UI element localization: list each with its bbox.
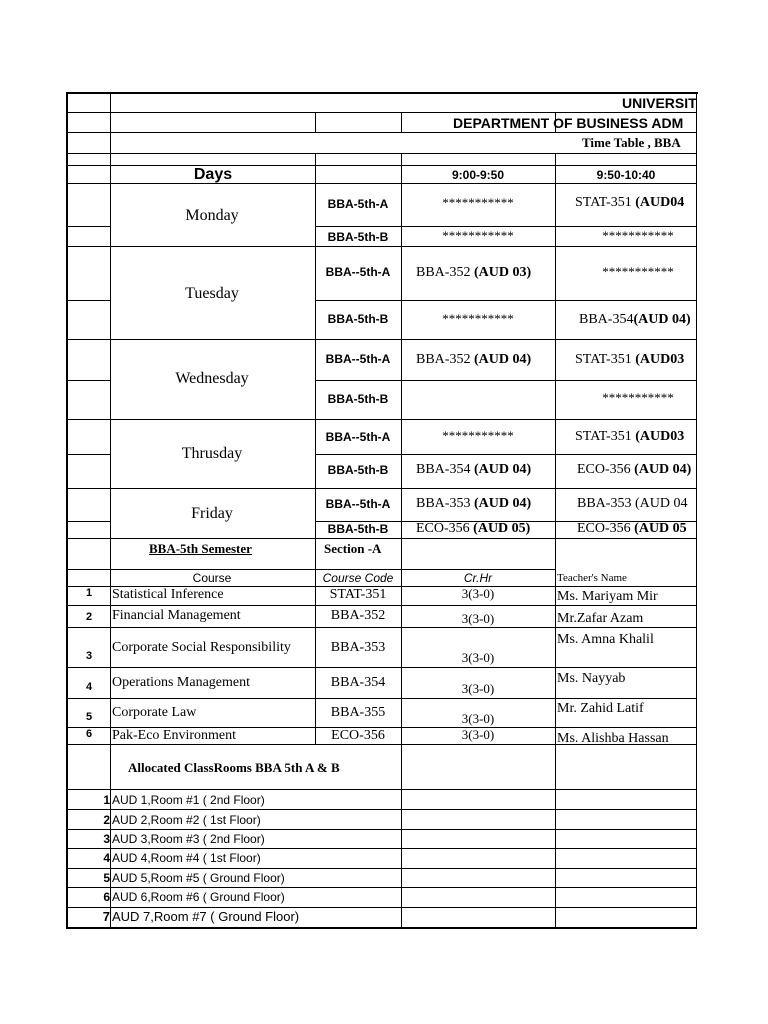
timetable-title: Time Table , BBA [582, 135, 681, 150]
grid-line [315, 153, 316, 744]
grid-line [67, 153, 697, 154]
course-crhr: 3(3-0) [461, 650, 495, 665]
teacher-name: Mr. Zahid Latif [557, 701, 644, 716]
grid-line [67, 246, 697, 247]
grid-line [67, 339, 697, 340]
course-col-header: Course [192, 571, 232, 585]
room-label: AUD 4,Room #4 ( 1st Floor) [112, 851, 261, 865]
teacher-name: Ms. Nayyab [557, 671, 626, 686]
grid-line [67, 112, 697, 113]
row-number: 1 [85, 587, 93, 599]
slot-cell: BBA-353 (AUD 04) [416, 496, 532, 511]
semester-title: BBA-5th Semester [149, 541, 252, 556]
row-number: 5 [85, 711, 93, 723]
grid-line [67, 698, 697, 699]
grid-line [555, 153, 556, 928]
sheet-border-top [66, 92, 698, 94]
slot-cell: STAT-351 (AUD04 [575, 195, 685, 210]
section-label: BBA-5th-B [327, 463, 389, 477]
course-crhr: 3(3-0) [461, 611, 495, 626]
course-code: STAT-351 [329, 587, 387, 602]
grid-line [67, 226, 111, 227]
slot-cell: *********** [442, 228, 514, 243]
grid-line [67, 848, 697, 849]
grid-line [67, 868, 697, 869]
section-label: BBA--5th-A [325, 497, 391, 511]
university-title: UNIVERSIT [622, 95, 697, 111]
teacher-col-header: Teacher's Name [557, 572, 627, 584]
teacher-name: Ms. Mariyam Mir [557, 589, 658, 604]
course-code: BBA-354 [330, 675, 386, 690]
sheet-border-right [696, 92, 697, 929]
room-number: 4 [103, 851, 110, 865]
course-crhr: 3(3-0) [461, 711, 495, 726]
grid-line [67, 789, 697, 790]
teacher-name: Ms. Amna Khalil [557, 632, 654, 647]
sheet-border-bottom [66, 927, 697, 929]
course-name: Corporate Social Responsibility [112, 640, 291, 655]
day-friday: Friday [191, 505, 233, 522]
grid-line [67, 380, 111, 381]
grid-line [67, 829, 697, 830]
slot-cell: BBA-352 (AUD 04) [416, 352, 532, 367]
course-name: Financial Management [112, 608, 241, 623]
room-number: 3 [103, 832, 110, 846]
slot-cell: *********** [602, 390, 674, 405]
slot-cell: *********** [602, 264, 674, 279]
section-label: BBA-5th-B [327, 230, 389, 244]
grid-line [67, 183, 697, 184]
row-number: 3 [85, 650, 93, 662]
course-crhr: 3(3-0) [461, 727, 495, 742]
slot-cell: BBA-353 (AUD 04 [577, 496, 688, 511]
slot-cell: *********** [602, 228, 674, 243]
room-label: AUD 5,Room #5 ( Ground Floor) [112, 871, 285, 885]
grid-line [67, 809, 697, 810]
room-label: AUD 3,Room #3 ( 2nd Floor) [112, 832, 265, 846]
slot-cell: BBA-354(AUD 04) [579, 312, 691, 327]
grid-line [315, 300, 697, 301]
course-code: BBA-352 [330, 608, 386, 623]
section-label: BBA--5th-A [325, 352, 391, 366]
course-name: Pak-Eco Environment [112, 728, 237, 743]
section-label: BBA-5th-B [327, 522, 389, 536]
slot-cell: ECO-356 (AUD 04) [577, 462, 692, 477]
slot-cell: BBA-354 (AUD 04) [416, 462, 532, 477]
section-label: BBA-5th-B [327, 392, 389, 406]
teacher-name: Ms. Alishba Hassan [557, 731, 669, 746]
grid-line [315, 112, 316, 132]
day-monday: Monday [185, 207, 239, 224]
section-label: BBA--5th-A [325, 265, 391, 279]
grid-line [315, 380, 697, 381]
days-header: Days [193, 166, 233, 183]
grid-line [401, 153, 402, 928]
department-title: DEPARTMENT OF BUSINESS ADM [453, 115, 684, 131]
row-number: 6 [85, 728, 93, 740]
room-label: AUD 2,Room #2 ( 1st Floor) [112, 813, 261, 827]
grid-line [315, 226, 697, 227]
room-number: 7 [102, 909, 110, 924]
slot-cell: ECO-356 (AUD 05) [416, 521, 531, 536]
room-label: AUD 6,Room #6 ( Ground Floor) [112, 890, 285, 904]
row-number: 2 [85, 611, 93, 623]
course-name: Operations Management [112, 675, 251, 690]
grid-line [67, 132, 697, 133]
slot-cell: BBA-352 (AUD 03) [416, 265, 532, 280]
room-label: AUD 7,Room #7 ( Ground Floor) [112, 909, 300, 924]
slot1-header: 9:00-9:50 [451, 168, 505, 182]
slot-cell: ECO-356 (AUD 05 [577, 521, 687, 536]
slot-cell: STAT-351 (AUD03 [575, 429, 685, 444]
grid-line [67, 605, 697, 606]
day-thursday: Thrusday [181, 445, 243, 462]
day-wednesday: Wednesday [175, 370, 249, 387]
section-label: BBA--5th-A [325, 430, 391, 444]
teacher-name: Mr.Zafar Azam [557, 611, 644, 626]
section-label: BBA-5th-A [327, 197, 389, 211]
course-crhr: 3(3-0) [461, 681, 495, 696]
course-crhr: 3(3-0) [461, 586, 495, 601]
row-number: 4 [85, 681, 93, 693]
slot-cell: *********** [442, 195, 514, 210]
slot2-header: 9:50-10:40 [596, 168, 656, 182]
course-code: BBA-355 [330, 705, 386, 720]
rooms-title: Allocated ClassRooms BBA 5th A & B [128, 760, 340, 775]
slot-cell: STAT-351 (AUD03 [575, 352, 685, 367]
grid-line [67, 454, 111, 455]
course-code: ECO-356 [331, 728, 385, 743]
crhr-col-header: Cr.Hr [463, 571, 493, 585]
grid-line [67, 627, 697, 628]
room-number: 2 [103, 813, 110, 827]
grid-line [401, 112, 402, 132]
room-label: AUD 1,Room #1 ( 2nd Floor) [112, 793, 265, 807]
room-number: 5 [103, 871, 110, 885]
slot-cell: *********** [442, 311, 514, 326]
grid-line [67, 488, 697, 489]
grid-line [67, 521, 111, 522]
grid-line [315, 454, 697, 455]
section-title: Section -A [324, 541, 382, 556]
section-label: BBA-5th-B [327, 312, 389, 326]
course-name: Corporate Law [112, 705, 197, 720]
grid-line [67, 907, 697, 908]
room-number: 6 [103, 890, 110, 904]
course-code: BBA-353 [330, 640, 386, 655]
grid-line [67, 165, 697, 166]
day-tuesday: Tuesday [185, 285, 239, 302]
grid-line [67, 667, 697, 668]
slot-cell: *********** [442, 428, 514, 443]
room-number: 1 [103, 793, 110, 807]
grid-line [67, 538, 697, 539]
course-name: Statistical Inference [112, 587, 224, 602]
grid-line [67, 887, 697, 888]
grid-line [67, 419, 697, 420]
sheet-border-left [66, 92, 68, 929]
code-col-header: Course Code [322, 571, 394, 585]
grid-line [67, 300, 111, 301]
grid-line [67, 569, 555, 570]
